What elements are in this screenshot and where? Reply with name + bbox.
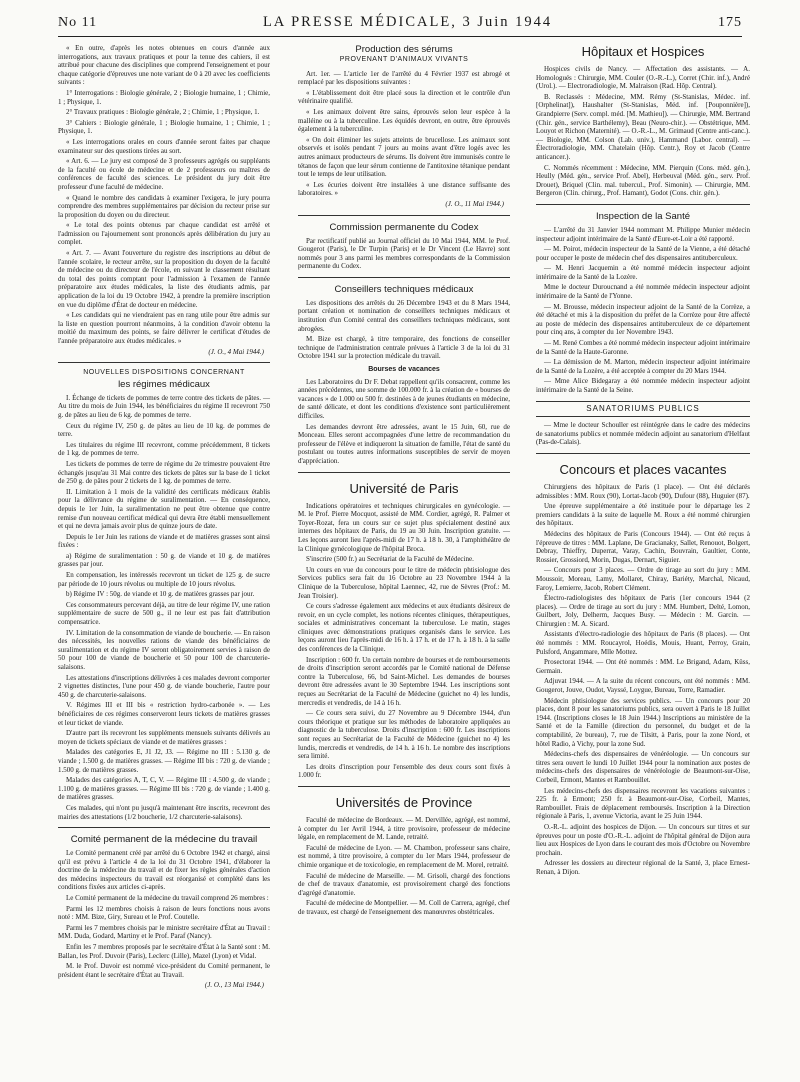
paragraph: En compensation, les intéressés recevront un ticket de 125 g. de sucre par période de 10 jours révolus ou multiple de 10 jours révolus. [58,571,270,588]
paragraph: « Les écuries doivent être installées à une distance suffisante des laboratoires. » [298,180,510,198]
paragraph: — M. Poirot, médecin inspecteur de la Santé de la Vienne, a été détaché pour occuper le poste de médecin chef des dispensaires antituberculeux. [536,245,750,262]
paragraph: b) Régime IV : 50g. de viande et 10 g. de matières grasses par jour. [66,590,255,599]
paragraph: 3° Cahiers : Biologie générale, 1 ; Biologie humaine, 1 ; Chimie, 1 ; Physique, 1. [58,118,270,136]
column-2 [298,44,510,919]
sanatoriums-heading: SANATORIUMS PUBLICS [536,401,750,418]
paragraph: Les Laboratoires du Dr F. Debat rappellent qu'ils consacrent, comme les années précédentes, une somme de 100.000 fr. à la création de « bourses de vacances » de 1.000 ou 500 fr. destinées à de jeunes étudiants en médecine, de santé délicate, et dont les conditions d'existence sont particulièrement difficiles. [298,377,510,420]
paragraph: « L'établissement doit être placé sous la direction et le contrôle d'un vétérinaire qualifié. [298,88,510,106]
paragraph: Les dispositions des arrêtés du 26 Décembre 1943 et du 8 Mars 1944, portant création et nomination de conseillers techniques médicaux et institution d'un Comité central des conseillers techniques médicaux, sont abrogées. [298,298,510,333]
page-header [58,14,742,37]
paragraph: Faculté de médecine de Bordeaux. — M. Dervillée, agrégé, est nommé, à compter du 1er Avril 1944, à titre provisoire, professeur de médecine légale, en remplacement de M. Lande, retraité. [298,815,510,842]
comite-heading: Comité permanent de la médecine du travail [70,834,258,846]
paragraph: O.-R.-L. adjoint des hospices de Dijon. — Un concours sur titres et sur épreuves pour un poste d'O.-R.-L. adjoint de l'hôpital général de Dijon aura lieu aux Hospices de Lyon dans le courant des mois d'Octobre ou Novembre prochain. [536,822,750,857]
paragraph: Les droits d'inscription pour l'ensemble des deux cours sont fixés à 1.000 fr. [298,762,510,780]
paragraph: Assistants d'électro-radiologie des hôpitaux de Paris (8 places). — Ont été nommés : MM. Roucayrol, Hoédis, Mouis, Huant, Perroy, Grain, Pulsford, Angammare, Mlle Mottez. [536,630,750,656]
divider [58,362,270,363]
paragraph: I. Échange de tickets de pommes de terre contre des tickets de pâtes. — Au titre du mois de Juin 1944, les bénéficiaires du régime II recevront 750 g. de pâtes au lieu de 6 kg. de pommes de terre. [58,393,270,419]
regimes-heading-small: NOUVELLES DISPOSITIONS CONCERNANT [83,369,245,377]
divider [536,204,750,205]
page-number: 175 [718,15,742,30]
issue-number: No 11 [58,15,98,30]
paragraph: — Mme le docteur Schouller est réintégrée dans le cadre des médecins de sanatoriums publics et nommée médecin adjoint au sanatorium d'Helfaut (Pas-de-Calais). [536,421,750,447]
sanatoriums-paragraphs [536,421,750,447]
paragraph: Médecins-chefs des dispensaires de vénéréologie. — Un concours sur titres sera ouvert le lundi 10 Juillet 1944 pour la nomination aux postes de médecins-chefs des dispensaires de vénéréologie de Beaumont-sur-Oise, Corbeil, Ermont, Mantes et Rambouillet. [536,750,750,784]
paragraph: 1° Interrogations : Biologie générale, 2 ; Biologie humaine, 1 ; Chimie, 1 ; Physique, 1. [58,88,270,106]
paragraph: Médecins des hôpitaux de Paris (Concours 1944). — Ont été reçus à l'épreuve de titres : MM. Laplane, De Gracianaky, Sallet, Renouot, Bolgert, Debray, Thieffry, Duperrat, Varay, Cachin, Bouvrain, Gaultier, Conte, Rossier, Grossiord, Morin, Dugas, Dernart, Siguier. [536,529,750,564]
paragraph: « Les candidats qui ne viendraient pas en rang utile pour être admis sur la liste en question pourront néanmoins, à la condition d'avoir obtenu la moitié du maximum des points, se faire délivrer le certificat d'études de l'année préparatoire aux études médicales. » [58,311,270,345]
paragraph: — Ce cours sera suivi, du 27 Novembre au 9 Décembre 1944, d'un cours théorique et pratique sur les méthodes de laboratoire appliquées au diagnostic de la tuberculose. Droits d'inscription : 600 fr. Les inscriptions sont reçues au Secrétariat de la Faculté de Médecine (guichet no 4) les lundis, mercredis et vendredis, de 14 h. à 16 h. Le nombre des inscriptions sera limité. [298,709,510,761]
paragraph: C. Nommés récemment : Médecine, MM. Pierquin (Cons. méd. gén.), Heully (Méd. gén., service Prof. Abel), Herbeuval (Méd. gén., serv. Prof. Drouet), Briquel (Clin. mal. tubercul., Prof. Simonin). — Chirurgie, MM. Bergeron (Clin. chirurg., Prof. Hamant), Godot (Cons. chir. gén.). [536,163,750,198]
paragraph: « Art. 7. — Avant l'ouverture du registre des inscriptions au début de l'année scolaire, le recteur arrête, sur la proposition du doyen de la faculté de médecine ou du directeur de l'école, en suivant le classement résultant du total des points comptant pour l'admission à l'examen de l'année préparatoire aux études médicales, la liste des étudiants admis, par application de la loi du 19 Octobre 1942, à prendre la première inscription en vue du diplôme d'État de docteur en médecine. [58,249,270,309]
paragraph: Faculté de médecine de Montpellier. — M. Coll de Carrera, agrégé, chef de travaux, est chargé de l'enseignement des manœuvres obstétricales. [298,899,510,916]
serum-subheading: PROVENANT D'ANIMAUX VIVANTS [339,56,469,63]
paragraph: Médecin phtisiologue des services publics. — Un concours pour 20 places, dont 8 pour les sanatoriums publics, sera ouvert à Paris le 18 Juillet 1944. (Inscriptions closes le 18 Juin 1944.) Inscriptions au ministère de la Santé et de la Famille (direction du personnel, du budget et de la comptabilité, 2e bureau), 7, rue de Tilsitt, à Paris, pour la zone Nord, et hôtel Radio, à Vichy, pour la zone Sud. [536,696,750,748]
hopitaux-heading: Hôpitaux et Hospices [581,44,705,59]
paragraph: D'autre part ils recevront les suppléments mensuels suivants délivrés au moyen de tickets spéciaux de viande et de matières grasses : [58,729,270,746]
paragraph: Ce cours s'adresse également aux médecins et aux étudiants désireux de revoir, en un cycle complet, les notions récentes cliniques, thérapeutiques, sociales et administratives concernant la tuberculose. Le matin, stages cliniques avec démonstrations pratiques organisés dans le service. Les leçons auront lieu l'après-midi de 16 h. à 17 h. et de 17 h. à 18 h. à la salle des conférences de la Clinique. [298,602,510,654]
paragraph: II. Limitation à 1 mois de la validité des certificats médicaux établis pour la délivrance du régime de suralimentation. — En conséquence, depuis le 1er Juin, la suralimentation ne peut être obtenue que contre remise d'un nouveau certificat médical qui devra être établi mensuellement et qui ne devra jamais avoir plus de quinze jours de date. [58,487,270,531]
column-1 [58,44,270,994]
paragraph: « Les animaux doivent être sains, éprouvés selon leur espèce à la malléine ou à la tuberculine. Les équidés devront, en outre, être éprouvés également à la tuberculine. [298,107,510,134]
paragraph: M. Bize est chargé, à titre temporaire, des fonctions de conseiller technique de l'administration centrale prévues à l'article 3 de la loi du 31 Octobre 1941 sur la protection médicale du travail. [298,335,510,361]
conseillers-heading: Conseillers techniques médicaux [334,283,474,295]
paragraph: Les titulaires du régime III recevront, comme précédemment, 8 tickets de 1 kg. de pommes de terre. [58,440,270,458]
paragraph: Faculté de médecine de Marseille. — M. Grisoli, chargé des fonctions de chef de travaux d'anatomie, est provisoirement chargé des fonctions d'agrégé d'anatomie. [298,871,510,897]
paragraph: Malades des catégories E, J1 J2, J3. — Régime no III : 5.130 g. de viande ; 1.500 g. de matières grasses. — Régime III bis : 720 g. de viande ; 1.500 g. de matières grasses. [58,748,270,774]
paragraph: — M. Henri Jacquemin a été nommé médecin inspecteur adjoint intérimaire de la Santé de la Lozère. [536,264,750,281]
serum-heading: Production des sérums [355,44,453,55]
paragraph: 2° Travaux pratiques : Biologie générale, 2 ; Chimie, 1 ; Physique, 1. [66,108,260,117]
divider [298,215,510,216]
paragraph: — L'arrêté du 31 Janvier 1944 nommant M. Philippe Munier médecin inspecteur adjoint intérimaire de la Santé d'Eure-et-Loir a été rapporté. [536,225,750,243]
paragraph: Électro-radiologistes des hôpitaux de Paris (1er concours 1944 (2 places). — Ordre de tirage au sort du jury : MM. Humbert, Delté, Lomon, Guilbert, Joly, Delherm, Jacques Busy. — Médecin : M. Garcin. — Chirurgien : M. A. Sicard. [536,594,750,628]
divider [536,453,750,454]
paragraph: — Concours pour 3 places. — Ordre de tirage au sort du jury : MM. Moussoir, Moreau, Lamy, Mollaret, Chiray, Bariéty, Marchal, Nicaud, Faroy, Lemierre, Jacob, Robert Clément. [536,566,750,592]
paragraph: Ces malades, qui n'ont pu jusqu'à maintenant être inscrits, recevront des mairies des attestations (1/2 boucherie, 1/2 charcuterie-salaisons). [58,803,270,821]
paragraph: Ces consommateurs percevant déjà, au titre de leur régime IV, une ration supplémentaire de sucre de 500 g., il ne leur est pas fait d'attribution compensatrice. [58,600,270,627]
paragraph: — La démission de M. Marton, médecin inspecteur adjoint intérimaire de la Santé de la Lozère, a été acceptée à compter du 20 Mars 1944. [536,358,750,375]
paragraph: Indications opératoires et techniques chirurgicales en gynécologie. — M. le Prof. Pierre Mocquot, assisté de MM. Cordier, agrégé, R. Palmer et Toyer-Rozat, fera un cours sur ce sujet plus spécialement destiné aux internes des hôpitaux de Paris, du 19 au 30 Juin. Inscription gratuite. — Les leçons auront lieu l'après-midi de 17 h. à 18 h. 30, à l'amphithéâtre de la Clinique gynécologique de l'hôpital Broca. [298,501,510,553]
intro-paragraphs [58,44,270,346]
paragraph: Hospices civils de Nancy. — Affectation des assistants. — A. Homologués : Chirurgie, MM. Couler (O.-R.-L.), Corret (Chir. inf.), André (Urol.). — Electroradiologie, M. Malraison (Rad. Hôp. Central). [536,65,750,91]
paragraph: « Le total des points obtenus par chaque candidat est arrêté et l'admission ou l'ajournement sont prononcés après délibération du jury au complet. [58,221,270,247]
paragraph: « On doit éliminer les sujets atteints de brucellose. Les animaux sont observés et isolés pendant 7 jours au moins avant d'être logés avec les autres animaux producteurs de sérums. Ils doivent être immunisés contre le tétanos de façon que leur sérum contienne de l'antitoxine tétanique pendant tout le temps de leur utilisation. [298,135,510,179]
paragraph: — Mme Alice Bidegaray a été nommée médecin inspecteur adjoint intérimaire de la Santé de la Seine. [536,377,750,394]
column-3 [536,44,750,879]
codex-heading: Commission permanente du Codex [329,221,479,233]
intro-signature: (J. O., 4 Mai 1944.) [208,347,264,356]
paragraph: Le Comité permanent créé par arrêté du 6 Octobre 1942 et chargé, ainsi qu'il est prévu à l'article 4 de la loi du 31 Octobre 1941, d'élaborer la doctrine de la médecine du travail et de fixer les règles générales d'action des médecins inspecteurs du travail est réorganisé et complété dans les conditions fixées aux articles ci-après. [58,849,270,892]
divider [58,827,270,828]
paragraph: Art. 1er. — L'article 1er de l'arrêté du 4 Février 1937 est abrogé et remplacé par les dispositions suivantes : [298,69,510,87]
serum-signature: (J. O., 11 Mai 1944.) [445,199,504,208]
concours-heading: Concours et places vacantes [559,461,727,477]
comite-signature: (J. O., 13 Mai 1944.) [204,981,264,990]
univ-province-heading: Universités de Province [335,794,473,810]
paragraph: a) Régime de suralimentation : 50 g. de viande et 10 g. de matières grasses par jour. [58,551,270,569]
paragraph: « Quand le nombre des candidats à examiner l'exigera, le jury pourra comprendre des membres supplémentaires par décision du recteur prise sur la proposition du doyen ou du directeur. [58,193,270,219]
paragraph: Les demandes devront être adressées, avant le 15 Juin, 60, rue de Monceau. Elles seront accompagnées d'une lettre de recommandation du professeur de l'élève et indiqueront la situation de famille, l'état de santé du postulant ou toutes autres informations susceptibles de servir de moyen d'appréciation. [298,422,510,465]
paragraph: « En outre, d'après les notes obtenues en cours d'année aux interrogations, aux travaux pratiques et pour la tenue des cahiers, il est attribué pour chacune des disciplines que comprend l'enseignement et pour chaque catégorie d'épreuves une note variant de 0 à 20 avec les coefficients suivants : [58,44,270,87]
paragraph: B. Reclassés : Médecine, MM. Rémy (St-Stanislas, Médec. inf. [Orphelinat]), Haushalter (St-Stanislas, Méd. inf. [Pouponnière]), Grandpierre (Serv. compl. méd. [M. Mathieu]). — Chirurgie, MM. Bertrand (Chir. gén., service Barthélemy), Beau (Neuro-chir.). — Obstétrique, MM. Louyot et Richon (Maternité). — O.-R.-L., M. Grimaud (Centre anti-canc.). — Biologie, MM. Colson (Lab. univ.), Hammand (Labor. central). — Électroradiologie, MM. Chatelain (Hôp. Centr.), Roy et Jacob (Centre anticancer.). [536,92,750,161]
univ-paris-paragraphs [298,502,510,780]
hopitaux-paragraphs [536,65,750,198]
paragraph: V. Régimes III et III bis « restriction hydro-carbonée ». — Les bénéficiaires de ces régimes conserveront leurs tickets de matières grasses et leur ticket de viande. [58,701,270,727]
paragraph: Adjuvat 1944. — A la suite du récent concours, ont été nommés : MM. Gougerot, Jouve, Oudot, Vayssé, Loygue, Bureau, Torre, Ramadier. [536,677,750,695]
paragraph: Le Comité permanent de la médecine du travail comprend 26 membres : [66,894,269,903]
regimes-heading: les régimes médicaux [118,378,210,390]
paragraph: S'inscrire (500 fr.) au Secrétariat de la Faculté de Médecine. [306,555,474,564]
paragraph: Un cours en vue du concours pour le titre de médecin phtisiologue des Services publics sera fait du 16 Octobre au 23 Novembre 1944 à la Clinique de la Tuberculose, hôpital Laennec, 42, rue de Sèvres (Prof.: M. Jean Troisier). [298,565,510,600]
paragraph: IV. Limitation de la consommation de viande de boucherie. — En raison des nécessités, les nouvelles rations de viande des bénéficiaires de suralimentation et du régime IV seront obligatoirement servies à raison de 50 pour 100 de viande de boucherie et 50 pour 100 de charcuterie-salaisons. [58,628,270,671]
paragraph: Une épreuve supplémentaire a été instituée pour le départage les 2 premiers candidats à la suite de laquelle M. Roux a été nommé chirurgien des hôpitaux. [536,502,750,528]
paragraph: « Art. 6. — Le jury est composé de 3 professeurs agrégés ou suppléants de la faculté ou école de médecine et de 2 professeurs ou maîtres de conférences de faculté des sciences. Le président du jury doit être professeur d'une faculté de médecine. [58,157,270,191]
bourses-heading: Bourses de vacances [368,366,440,374]
bourses-paragraphs [298,378,510,466]
serum-paragraphs [298,70,510,198]
paragraph: — M. René Combes a été nommé médecin inspecteur adjoint intérimaire de la Santé de la Haute-Garonne. [536,339,750,356]
paragraph: Prosectorat 1944. — Ont été nommés : MM. Le Brigand, Adam, Küss, Germain. [536,658,750,675]
paragraph: Depuis le 1er Juin les rations de viande et de matières grasses sont ainsi fixées : [58,532,270,550]
paragraph: Mme le docteur Duroucnand a été nommée médecin inspecteur adjoint intérimaire de la Santé de l'Yonne. [536,283,750,301]
paragraph: Enfin les 7 membres proposés par le secrétaire d'État à la Santé sont : M. Ballan, les Prof. Duvoir (Paris), Leclerc (Lille), Mazel (Lyon) et Vidal. [58,943,271,960]
conseillers-paragraphs [298,299,510,361]
paragraph: Malades des catégories A, T, C, V. — Régime III : 4.500 g. de viande ; 1.100 g. de matières grasses. — Régime III bis : 720 g. de viande ; 1.400 g. de matières grasses. [58,776,270,802]
paragraph: Les tickets de pommes de terre de régime du 2e trimestre pouvaient être échangés jusqu'au 31 Mai contre des tickets de pâtes sur la base de 1 ticket de 250 g. de pâtes pour 2 tickets de 1 kg. de pommes de terre. [58,459,270,486]
concours-paragraphs [536,483,750,877]
divider [298,472,510,473]
paragraph: — M. Brousse, médecin inspecteur adjoint de la Santé de la Corrèze, a été détaché et mis à la disposition du préfet de la Corrèze pour être affecté au poste de médecin des dispensaires antituberculeux de ce département pour cinq ans, à compter du 1er Novembre 1943. [536,302,750,337]
codex-paragraphs [298,237,510,271]
univ-province-paragraphs [298,816,510,917]
journal-title: LA PRESSE MÉDICALE, 3 Juin 1944 [262,14,553,30]
paragraph: Parmi les 12 membres choisis à raison de leurs fonctions nous avons noté : MM. Bize, Giry, Sureau et le Prof. Coutelle. [58,904,270,922]
comite-paragraphs [58,849,270,979]
paragraph: M. le Prof. Duvoir est nommé vice-président du Comité permanent, le président étant le secrétaire d'État au Travail. [58,962,270,979]
paragraph: Les médecins-chefs des dispensaires recevront les vacations suivantes : 225 fr. à Ermont; 250 fr. à Beaumont-sur-Oise, Corbeil, Mantes, Rambouillet. Frais de déplacement remboursés. Inscription à la Direction régionale à Paris, 1, avenue Victoria, avant le 25 Juin 1944. [536,786,750,821]
paragraph: Inscription : 600 fr. Un certain nombre de bourses et de remboursements de droits d'inscription seront accordés par le Comité national de Défense contre la Tuberculose, 66, bd Saint-Michel. Les demandes de bourses devront être adressées avant le 30 Septembre 1944. Les inscriptions sont reçues au Secrétariat de la Faculté de Médecine (guichet no 4) les lundis, mercredis et vendredis, de 14 à 16 h. [298,655,510,707]
paragraph: Ceux du régime IV, 250 g. de pâtes au lieu de 10 kg. de pommes de terre. [58,421,270,439]
inspection-paragraphs [536,226,750,395]
paragraph: Par rectificatif publié au Journal officiel du 10 Mai 1944, MM. le Prof. Gougerot (Paris), le Dr Turpin (Paris) et le Dr Vincent (Le Havre) sont nommés pour 3 ans parmi les membres correspondants de la Commission permanente du Codex. [298,236,510,271]
paragraph: Chirurgiens des hôpitaux de Paris (1 place). — Ont été déclarés admissibles : MM. Roux (90), Lortat-Jacob (90), Dufour (88), Huguier (87). [536,482,750,500]
regimes-paragraphs [58,394,270,821]
inspection-heading: Inspection de la Santé [595,210,690,222]
divider [298,786,510,787]
divider [298,277,510,278]
paragraph: Adresser les dossiers au directeur régional de la Santé, 3, place Ernest-Renan, à Dijon. [536,859,750,876]
paragraph: Faculté de médecine de Lyon. — M. Chambon, professeur sans chaire, est nommé, à titre provisoire, à compter du 1er Mars 1944, professeur de chimie organique et de toxicologie, en remplacement de M. Morel, retraité. [298,843,510,869]
univ-paris-heading: Université de Paris [349,480,459,496]
paragraph: « Les interrogations orales en cours d'année seront faites par chaque examinateur sur des questions tirées au sort. [58,137,270,155]
paragraph: Parmi les 7 membres choisis par le ministre secrétaire d'État au Travail : MM. Duda, Godard, Martiny et le Prof. Paraf (Nancy). [58,923,270,941]
paragraph: Les attestations d'inscriptions délivrées à ces malades devront comporter 2 vignettes distinctes, l'une pour 450 g. de viande boucherie, l'autre pour 450 g. de charcuterie-salaisons. [58,673,270,699]
